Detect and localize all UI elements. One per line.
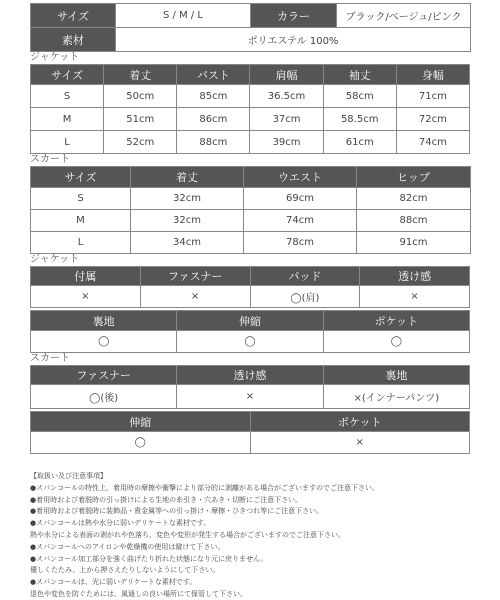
table-row: [31, 131, 470, 154]
jacket-header-shoulder: 肩幅: [250, 65, 323, 85]
table-cell: 50cm: [104, 85, 177, 108]
table-cell: 72cm: [396, 108, 469, 131]
size-label: サイズ: [31, 4, 116, 28]
jacket-detail-value: ◯: [177, 331, 323, 353]
overview-table: [30, 3, 471, 52]
jacket-detail-value: ◯: [323, 331, 469, 353]
jacket-detail-header: 裏地: [31, 311, 177, 331]
note-line: ●スパンコールへのアイロンや乾燥機の使用は避けて下さい。: [30, 542, 225, 551]
table-cell: 32cm: [131, 188, 244, 210]
skirt-size-table: [30, 166, 471, 254]
table-cell: 39cm: [250, 131, 323, 154]
jacket-detail-header: ファスナー: [140, 267, 250, 286]
jacket-detail-value: ×: [31, 286, 141, 308]
size-value: S / M / L: [116, 4, 251, 28]
table-cell: S: [31, 188, 131, 210]
jacket-detail-header: 透け感: [360, 267, 470, 286]
jacket-detail-header: 付属: [31, 267, 141, 286]
jacket-header-width: 身幅: [396, 65, 469, 85]
table-row: [31, 188, 471, 210]
skirt-detail-value: ×: [177, 385, 323, 409]
table-cell: 74cm: [244, 210, 357, 232]
color-value: ブラック/ベージュ/ピンク: [337, 4, 471, 28]
skirt-detail-value: ×: [250, 432, 470, 454]
note-line: ●着用時および着脱時に装飾品・貴金属等への引っ掛け・摩擦・ひきつれ等にご注意下さい。: [30, 507, 324, 516]
jacket-header-bust: バスト: [177, 65, 250, 85]
jacket-header-sleeve: 袖丈: [323, 65, 396, 85]
skirt-details-table-1: [30, 365, 470, 409]
skirt-header-size: サイズ: [31, 167, 131, 188]
jacket-header-size: サイズ: [31, 65, 104, 85]
note-line: 熱や水分による表面の剥がれや色落ち、変色や変形が発生する場合がございますのでご注意下さい。: [30, 530, 345, 539]
table-cell: 85cm: [177, 85, 250, 108]
table-cell: 32cm: [131, 210, 244, 232]
material-value: ポリエステル 100%: [116, 28, 471, 52]
table-cell: 86cm: [177, 108, 250, 131]
note-line: ●スパンコールの特性上、着用時の摩擦や衝撃により部分的に剥離がある場合がございますのでご注意下さい。: [30, 483, 379, 492]
table-cell: 88cm: [357, 210, 471, 232]
table-cell: 51cm: [104, 108, 177, 131]
note-line: ●着用時および着脱時の引っ掛けによる生地の糸引き・穴あき・切断にご注意下さい。: [30, 495, 303, 504]
jacket-detail-header: 伸縮: [177, 311, 323, 331]
table-cell: 36.5cm: [250, 85, 323, 108]
note-line: ●スパンコール加工部分を強く曲げたり折れた状態になり元に戻りません。: [30, 554, 268, 563]
spec-sheet: [30, 3, 470, 600]
table-cell: 82cm: [357, 188, 471, 210]
jacket-detail-value: ◯: [31, 331, 177, 353]
table-cell: 88cm: [177, 131, 250, 154]
skirt-detail-header: 裏地: [323, 366, 469, 385]
table-cell: 69cm: [244, 188, 357, 210]
notes-heading: 【取扱い及び注意事項】: [30, 472, 107, 480]
skirt-detail-value: ◯: [31, 432, 251, 454]
table-cell: 91cm: [357, 232, 471, 254]
material-label: 素材: [31, 28, 116, 52]
table-cell: M: [31, 108, 104, 131]
table-row: [31, 108, 470, 131]
table-cell: S: [31, 85, 104, 108]
jacket-header-length: 着丈: [104, 65, 177, 85]
skirt-details-table-2: [30, 411, 470, 454]
jacket-detail-value: ◯(肩): [250, 286, 360, 308]
table-cell: M: [31, 210, 131, 232]
jacket-details-title: ジャケット: [30, 254, 80, 265]
table-row: [31, 232, 471, 254]
skirt-header-length: 着丈: [131, 167, 244, 188]
table-cell: 52cm: [104, 131, 177, 154]
table-cell: 58cm: [323, 85, 396, 108]
skirt-detail-header: 伸縮: [31, 412, 251, 432]
table-cell: 71cm: [396, 85, 469, 108]
skirt-detail-value: ◯(後): [31, 385, 177, 409]
table-cell: 61cm: [323, 131, 396, 154]
note-line: ●スパンコールは熱や水分に弱いデリケートな素材です。: [30, 519, 211, 528]
table-row: [31, 210, 471, 232]
note-line: 退色や変色を防ぐためには、風通しの良い場所にて保管して下さい。: [30, 589, 247, 598]
table-cell: 74cm: [396, 131, 469, 154]
table-cell: 34cm: [131, 232, 244, 254]
table-cell: 58.5cm: [323, 108, 396, 131]
note-line: ●スパンコールは、光に弱いデリケートな素材です。: [30, 578, 197, 587]
table-cell: 37cm: [250, 108, 323, 131]
skirt-details-title: スカート: [30, 353, 70, 364]
skirt-detail-value: ×(インナーパンツ): [323, 385, 469, 409]
skirt-header-hip: ヒップ: [357, 167, 471, 188]
jacket-details-table-1: [30, 266, 470, 308]
table-cell: L: [31, 232, 131, 254]
note-line: 優しくたたみ、上から押さえたりしないようにして下さい。: [30, 566, 220, 575]
table-row: [31, 85, 470, 108]
jacket-detail-value: ×: [360, 286, 470, 308]
jacket-section-title: ジャケット: [30, 52, 80, 63]
skirt-header-waist: ウエスト: [244, 167, 357, 188]
jacket-detail-value: ×: [140, 286, 250, 308]
jacket-detail-header: ポケット: [323, 311, 469, 331]
care-notes: [30, 471, 470, 600]
skirt-detail-header: 透け感: [177, 366, 323, 385]
jacket-detail-header: パッド: [250, 267, 360, 286]
color-label: カラー: [251, 4, 337, 28]
skirt-detail-header: ポケット: [250, 412, 470, 432]
table-cell: L: [31, 131, 104, 154]
jacket-details-table-2: [30, 310, 470, 353]
jacket-size-table: [30, 64, 470, 154]
table-cell: 78cm: [244, 232, 357, 254]
skirt-section-title: スカート: [30, 154, 70, 165]
skirt-detail-header: ファスナー: [31, 366, 177, 385]
